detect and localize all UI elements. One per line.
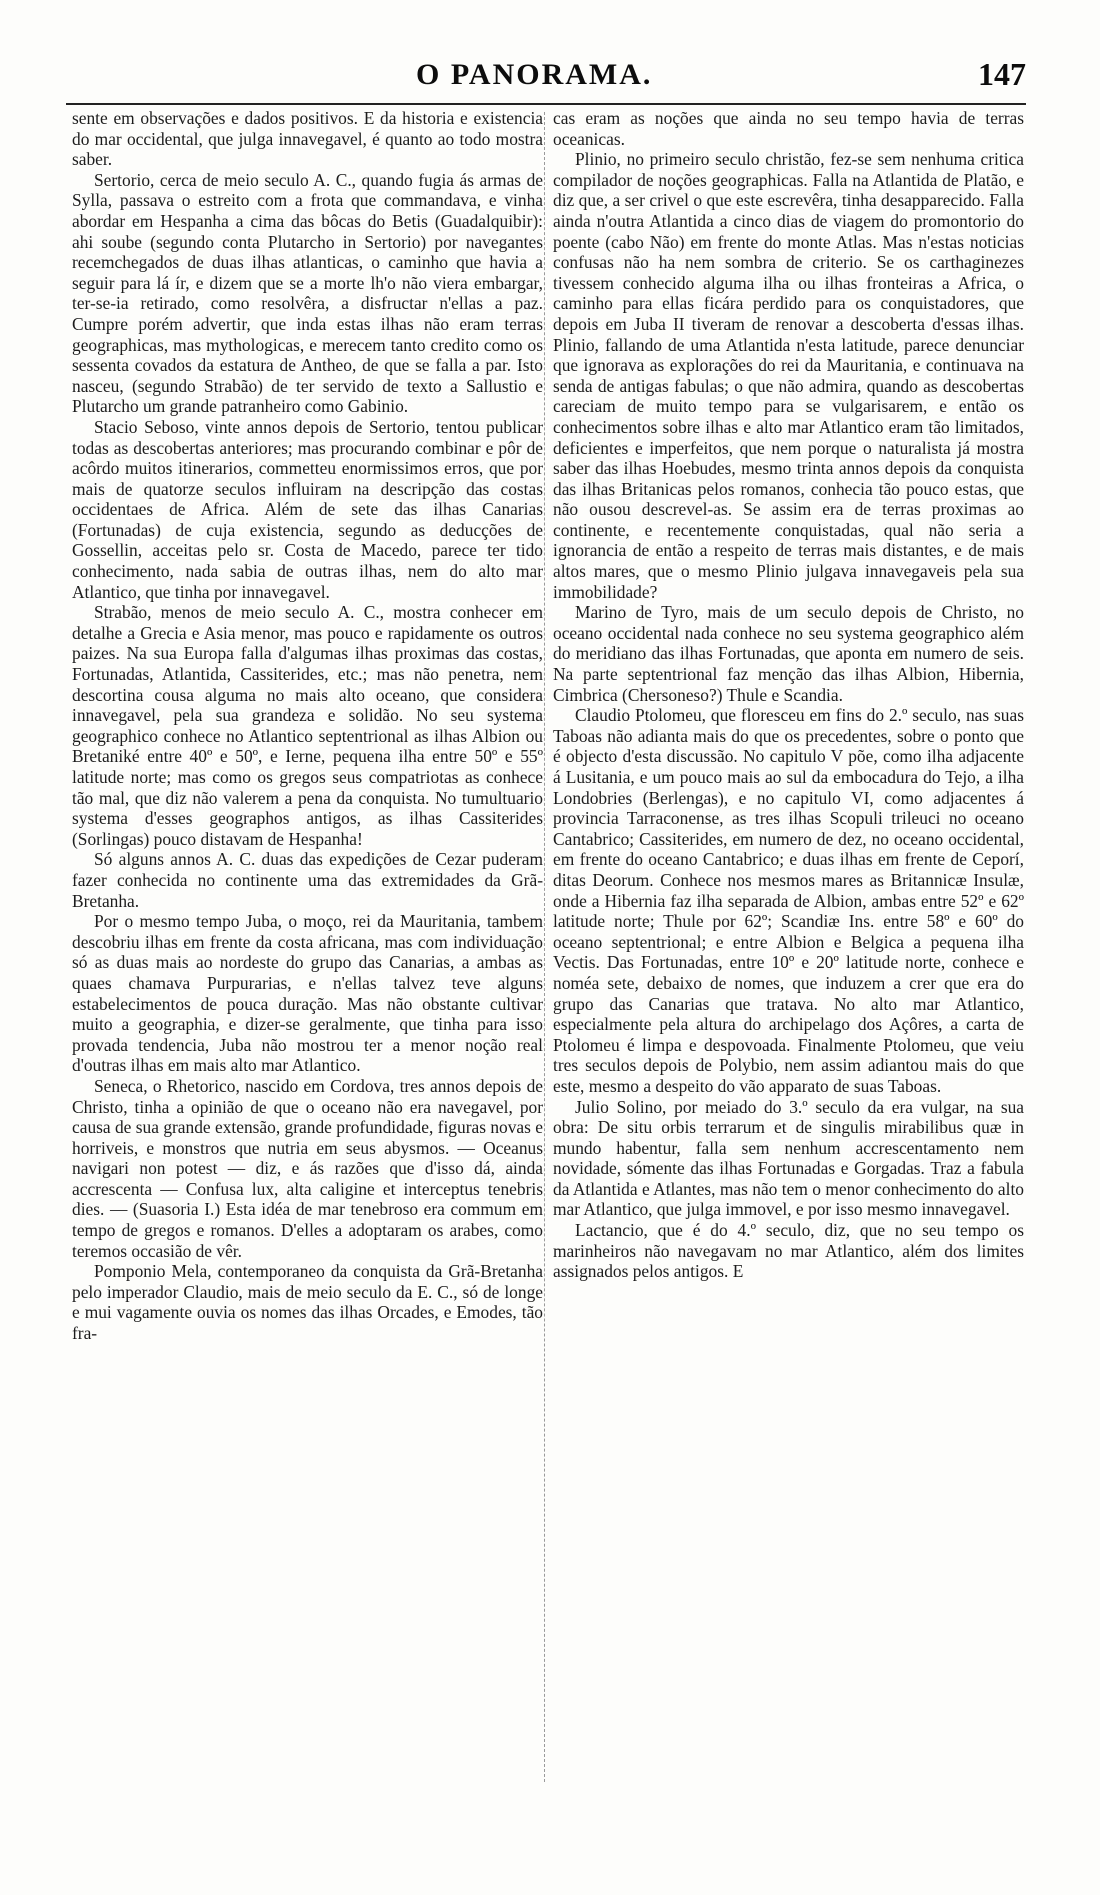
page-header xyxy=(66,58,1026,102)
paragraph: Pomponio Mela, contemporaneo da conquista da Grã-Bretanha pelo imperador Claudio, mais de meio seculo da E. C., só de longe e mui vagamente ouvia os nomes das ilhas Orcades, e Emodes, tão fra- xyxy=(72,1261,543,1344)
paragraph: Sertorio, cerca de meio seculo A. C., quando fugia ás armas de Sylla, passava o estreito com a frota que commandava, e vinha abordar em Hespanha a cima das bôcas do Betis (Guadalquibir): ahi soube (segundo conta Plutarcho in Sertorio) por navegantes recemchegados de duas ilhas atlanticas, o caminho que havia a seguir para lá ír, e dizem que se a morte lh'o não viera embargar, ter-se-ia retirado, como resolvêra, a disfructar n'ellas a paz. Cumpre porém advertir, que inda estas ilhas não eram terras geographicas, mas mythologicas, e merecem tanto credito como os sessenta covados da estatura de Antheo, de que se falla a par. Isto nasceu, (segundo Strabão) de ter servido de texto a Sallustio e Plutarcho um grande patranheiro como Gabinio. xyxy=(72,169,543,417)
paragraph: Lactancio, que é do 4.º seculo, diz, que no seu tempo os marinheiros não navegavam no mar Atlantico, além dos limites assignados pelos antigos. E xyxy=(553,1220,1024,1282)
paragraph: Strabão, menos de meio seculo A. C., mostra conhecer em detalhe a Grecia e Asia menor, mas pouco e rapidamente os outros paizes. Na sua Europa falla d'algumas ilhas proximas das costas, Fortunadas, Atlantida, Cassiterides, etc.; mas não penetra, nem descortina cousa alguma no mais alto oceano, que considera innavegavel, pela sua grandeza e solidão. No seu systema geographico conhece no Atlantico septentrional as ilhas Albion ou Bretaniké entre 40º e 50º, e Ierne, pequena ilha entre 50º e 55º latitude norte; mas como os gregos seus compatriotas as conhece tão mal, que diz não valerem a pena da conquista. No tumultuario systema d'esses geographos antigos, as ilhas Cassiterides (Sorlingas) pouco distavam de Hespanha! xyxy=(72,602,543,849)
paragraph: sente em observações e dados positivos. E da historia e existencia do mar occidental, que julga innavegavel, é quanto ao todo mostra saber. xyxy=(72,108,543,170)
left-column xyxy=(72,108,543,1788)
paragraph: Claudio Ptolomeu, que floresceu em fins do 2.º seculo, nas suas Taboas não adianta mais do que os precedentes, sobre o ponto que é objecto d'esta discussão. No capitulo V põe, como ilha adjacente á Lusitania, e um pouco mais ao sul da embocadura do Tejo, a ilha Londobries (Berlengas), e no capitulo VI, como adjacentes á provincia Tarraconense, as tres ilhas Scopuli trileuci no oceano Cantabrico; Cassiterides, em numero de dez, no oceano occidental, em frente do oceano Cantabrico; e duas ilhas em frente de Ceporí, ditas Deorum. Conhece nos mesmos mares as Britannicæ Insulæ, onde a Hibernia faz ilha separada de Albion, ambas entre 52º e 62º latitude norte; Thule por 62º; Scandiæ Ins. entre 58º e 60º do oceano septentrional; e entre Albion e Belgica a pequena ilha Vectis. Das Fortunadas, entre 10º e 20º latitude norte, conhece e noméa sete, debaixo de nomes, que induzem a crer que era do grupo das Canarias que tratava. No alto mar Atlantico, especialmente pela altura do archipelago dos Açôres, a carta de Ptolomeu é limpa e despovoada. Finalmente Ptolomeu, que veiu tres seculos depois de Polybio, nem assim adiantou mais do que este, mesmo a despeito do vão apparato de suas Taboas. xyxy=(553,705,1024,1096)
header-rule xyxy=(66,103,1026,105)
page-number: 147 xyxy=(978,56,1026,92)
paragraph: Só alguns annos A. C. duas das expedições de Cezar puderam fazer conhecida no continente uma das extremidades da Grã-Bretanha. xyxy=(72,849,543,911)
paragraph: Seneca, o Rhetorico, nascido em Cordova, tres annos depois de Christo, tinha a opinião de que o oceano não era navegavel, por causa de sua grande extensão, grande profundidade, figuras novas e horriveis, e monstros que nutria em seus abysmos. — Oceanus navigari non potest — diz, e ás razões que d'isso dá, ainda accrescenta — Confusa lux, alta caligine et interceptus tenebris dies. — (Suasoria I.) Esta idéa de mar tenebroso era commum em tempo de gregos e romanos. D'elles a adoptaram os arabes, como teremos occasião de vêr. xyxy=(72,1075,543,1261)
paragraph: cas eram as noções que ainda no seu tempo havia de terras oceanicas. xyxy=(553,108,1024,149)
paragraph: Julio Solino, por meiado do 3.º seculo da era vulgar, na sua obra: De situ orbis terrarum et de singulis mirabilibus quæ in mundo habentur, falla sem nenhum accrescentamento nem novidade, sómente das ilhas Fortunadas e Gorgadas. Traz a fabula da Atlantida e Atlantes, mas não tem o menor conhecimento do alto mar Atlantico, que julga immovel, e por isso mesmo innavegavel. xyxy=(553,1096,1024,1220)
paragraph: Marino de Tyro, mais de um seculo depois de Christo, no oceano occidental nada conhece no seu systema geographico além do meridiano das ilhas Fortunadas, que aponta em numero de seis. Na parte septentrional faz menção das ilhas Albion, Hibernia, Cimbrica (Chersoneso?) Thule e Scandia. xyxy=(553,602,1024,705)
paragraph: Plinio, no primeiro seculo christão, fez-se sem nenhuma critica compilador de noções geographicas. Falla na Atlantida de Platão, e diz que, a ser crivel o que este escrevêra, tinha desapparecido. Falla ainda n'outra Atlantida a cinco dias de viagem do promontorio do poente (cabo Não) em frente do monte Atlas. Mas n'estas noticias confusas não ha nem sombra de criterio. Se os carthaginezes tivessem conhecido alguma ilha ou ilhas fronteiras a Africa, o caminho para ellas ficára perdido para os conquistadores, que depois em Juba II tiveram de renovar a descoberta d'essas ilhas. Plinio, fallando de uma Atlantida n'esta latitude, parece denunciar que ignorava as explorações do rei da Mauritania, e continuava na senda de antigas fabulas; o que não admira, quando as descobertas careciam de muito tempo para se vulgarisarem, e então os conhecimentos sobre ilhas e alto mar Atlantico eram tão limitados, deficientes e imperfeitos, que nem porque o naturalista já mostra saber das ilhas Hoebudes, mesmo trinta annos depois da conquista das ilhas Britanicas pelos romanos, conhecia tão pouco estas, que não ousou descrevel-as. Se assim era de terras proximas ao continente, e recentemente conquistadas, qual não seria a ignorancia de então a respeito de terras mais distantes, e de mais altos mares, que o mesmo Plinio julgava innavegaveis pela sua immobilidade? xyxy=(553,149,1024,602)
right-column xyxy=(553,108,1024,1788)
paragraph: Stacio Seboso, vinte annos depois de Sertorio, tentou publicar todas as descobertas anteriores; mas procurando combinar e pôr de acôrdo muitos itinerarios, commetteu enormissimos erros, que por mais de quatorze seculos influiram na descripção das costas occidentaes de Africa. Além de sete das ilhas Canarias (Fortunadas) de cuja existencia, segundo as deducções de Gossellin, acceitas pelo sr. Costa de Macedo, parece ter tido conhecimento, nada sabia de outras ilhas, nem do alto mar Atlantico, que tinha por innavegavel. xyxy=(72,416,543,602)
paragraph: Por o mesmo tempo Juba, o moço, rei da Mauritania, tambem descobriu ilhas em frente da costa africana, mas com individuação só as duas mais ao nordeste do grupo das Canarias, a ambas as quaes chamava Purpurarias, e n'ellas talvez teve alguns estabelecimentos de pouca duração. Mas não obstante cultivar muito a geographia, e dizer-se geralmente, que tinha para isso provada tendencia, Juba não mostrou ter a menor noção real d'outras ilhas em mais alto mar Atlantico. xyxy=(72,911,543,1076)
column-divider xyxy=(544,112,545,1782)
page-title: O PANORAMA. xyxy=(416,58,653,91)
